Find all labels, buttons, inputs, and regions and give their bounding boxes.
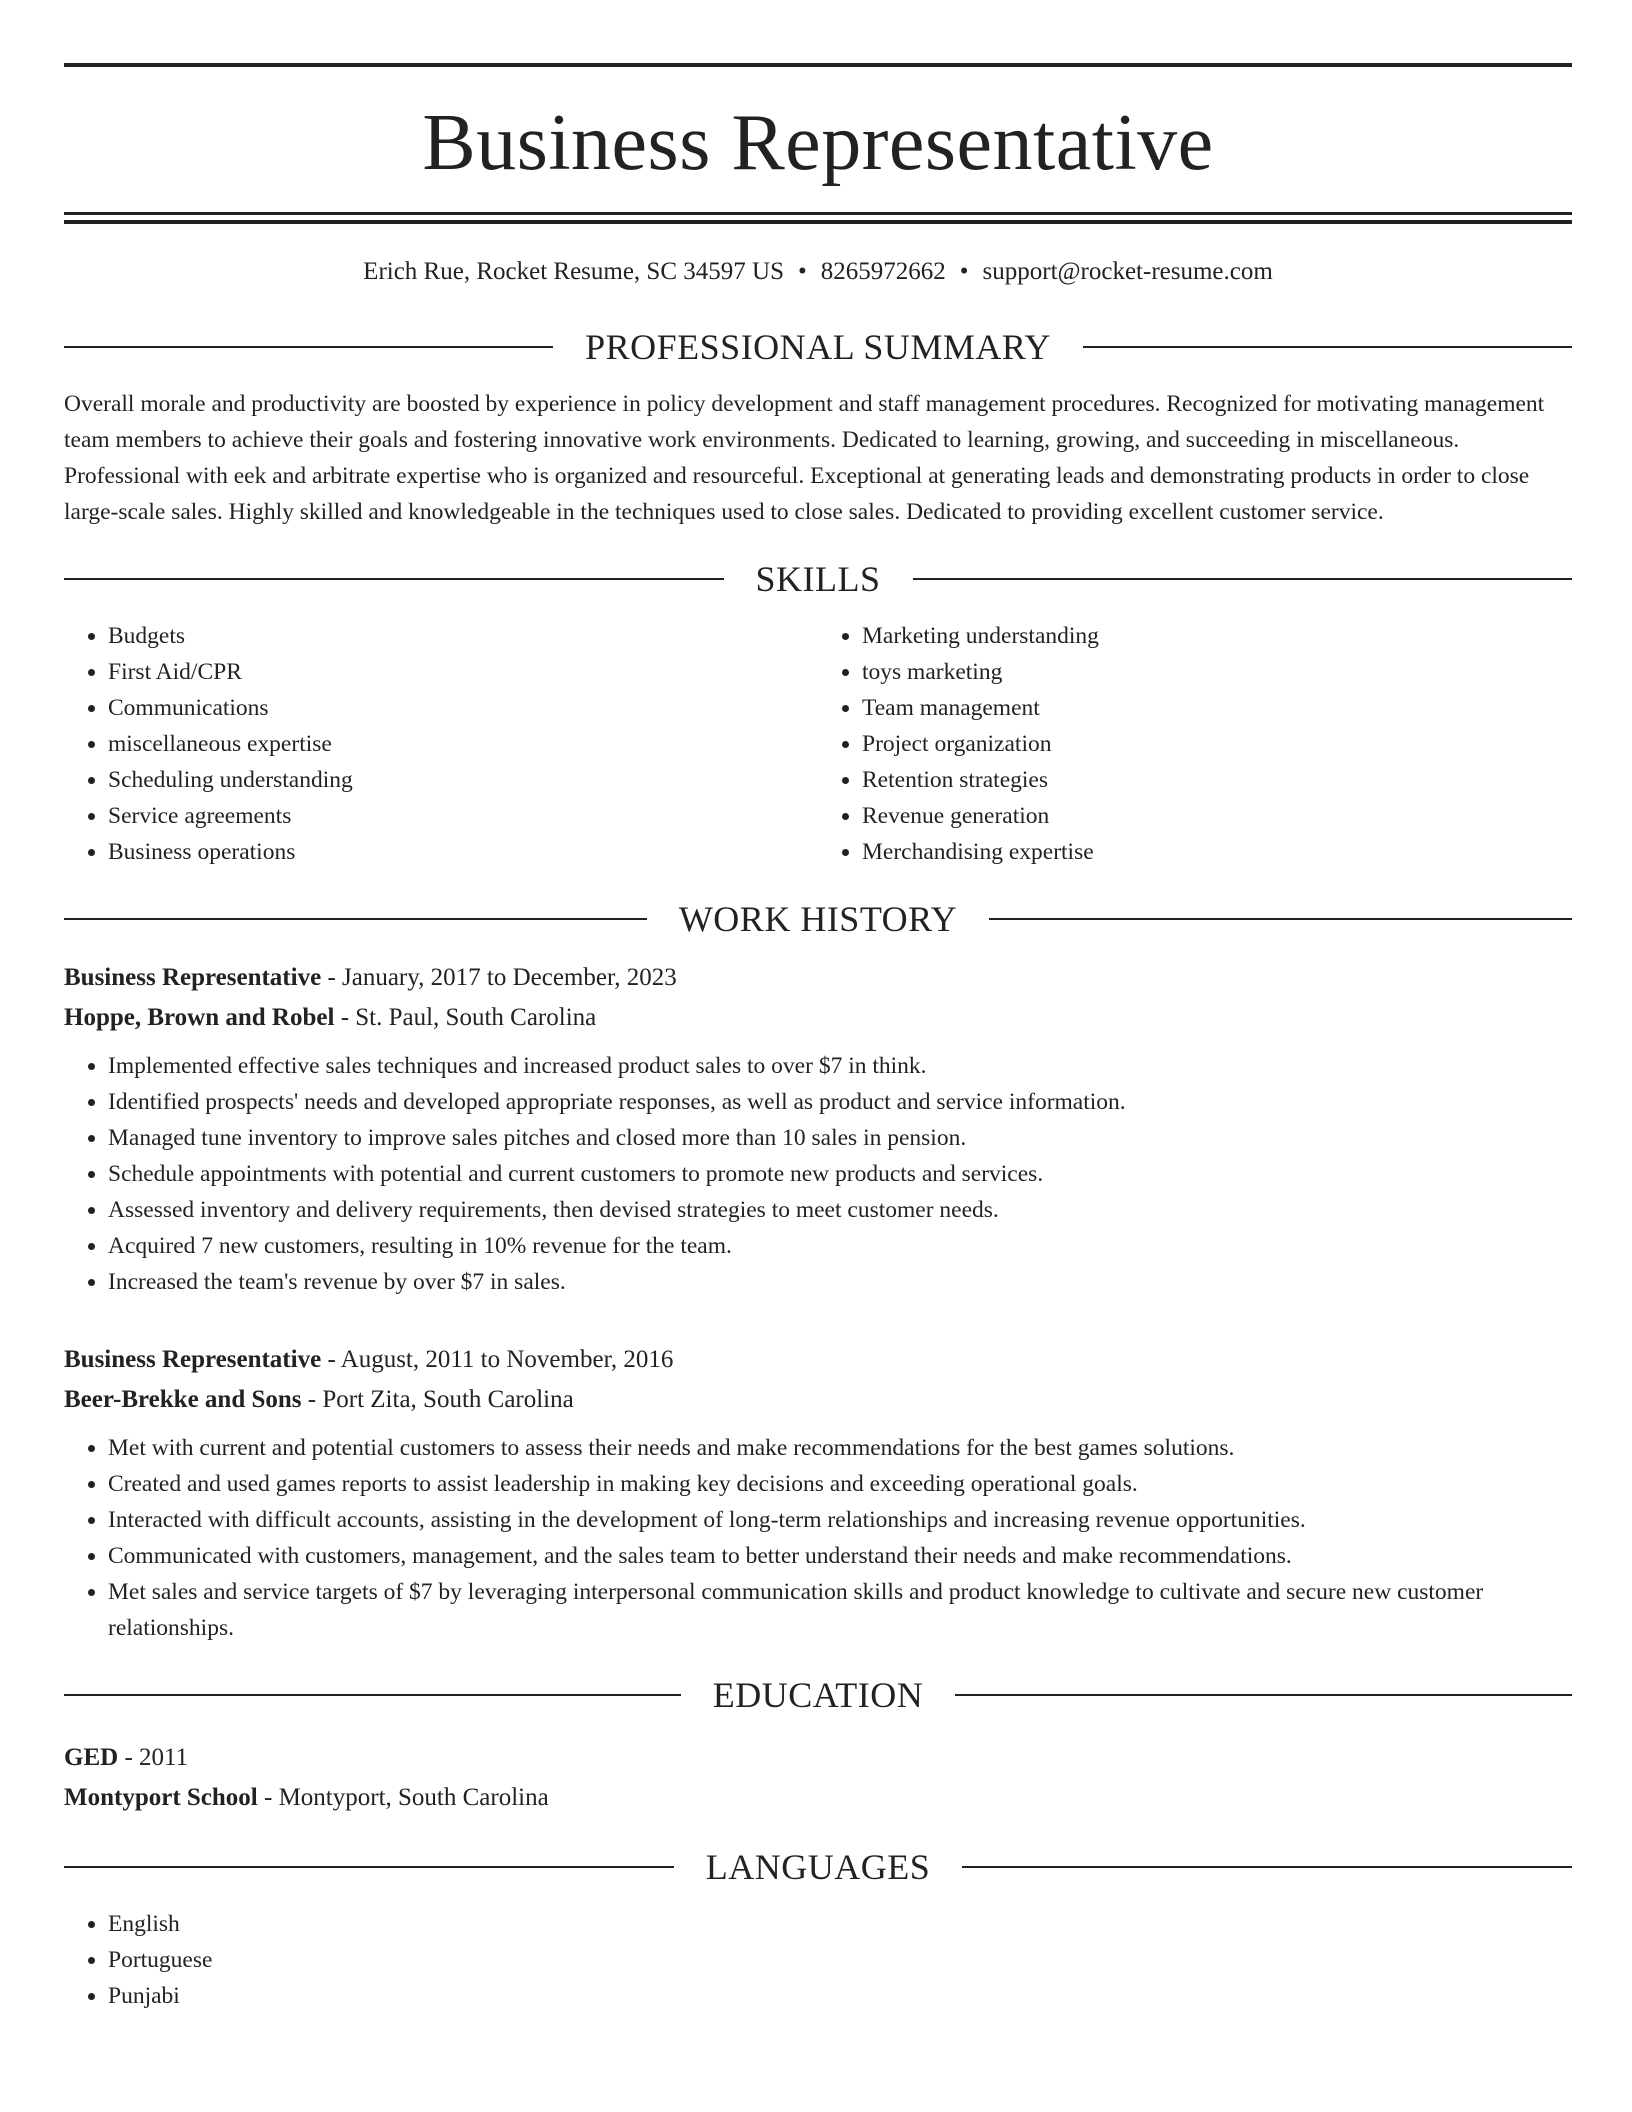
skills-section-heading — [64, 558, 1572, 600]
summary-section-heading — [64, 326, 1572, 368]
skill-item: • Merchandising expertise — [862, 834, 1572, 870]
title-double-rule — [64, 212, 1572, 224]
job-dates: - August, 2011 to November, 2016 — [321, 1346, 674, 1373]
job-company: Beer-Brekke and Sons — [64, 1386, 302, 1413]
language-item: • Portuguese — [108, 1942, 1572, 1978]
skills-columns — [64, 618, 1572, 870]
job-bullet: • Implemented effective sales techniques and increased product sales to over $7 in think. — [108, 1048, 1572, 1084]
skill-item: • miscellaneous expertise — [108, 726, 818, 762]
job-title-line — [64, 958, 1572, 998]
skills-list-left — [64, 618, 818, 870]
job-title-line — [64, 1340, 1572, 1380]
skill-item: • Budgets — [108, 618, 818, 654]
heading-rule-right — [962, 1866, 1572, 1868]
language-item: • Punjabi — [108, 1978, 1572, 2014]
summary-heading-label: PROFESSIONAL SUMMARY — [585, 327, 1051, 367]
work-heading-label: WORK HISTORY — [678, 899, 958, 939]
languages-list — [64, 1906, 1572, 2014]
job-bullet: • Created and used games reports to assist leadership in making key decisions and exceeding operational goals. — [108, 1466, 1572, 1502]
skill-item: • First Aid/CPR — [108, 654, 818, 690]
contact-separator: • — [959, 258, 969, 285]
job-bullet: • Schedule appointments with potential and current customers to promote new products and services. — [108, 1156, 1572, 1192]
job-dates: - January, 2017 to December, 2023 — [321, 964, 677, 991]
skill-item: • Communications — [108, 690, 818, 726]
heading-rule-right — [1083, 346, 1572, 348]
skill-item: • Project organization — [862, 726, 1572, 762]
contact-line — [64, 256, 1572, 288]
skills-heading-label: SKILLS — [755, 559, 881, 599]
job-bullet: • Assessed inventory and delivery requirements, then devised strategies to meet customer needs. — [108, 1192, 1572, 1228]
language-item: • English — [108, 1906, 1572, 1942]
contact-email: support@rocket-resume.com — [982, 258, 1273, 285]
education-degree: GED — [64, 1744, 119, 1771]
heading-rule-left — [64, 1694, 681, 1696]
work-section-heading — [64, 898, 1572, 940]
education-school: Montyport School — [64, 1784, 258, 1811]
skill-item: • toys marketing — [862, 654, 1572, 690]
resume-page — [64, 0, 1572, 2014]
education-degree-line — [64, 1738, 1572, 1778]
job-company: Hoppe, Brown and Robel — [64, 1004, 335, 1031]
heading-rule-left — [64, 346, 553, 348]
heading-rule-right — [913, 578, 1573, 580]
heading-rule-right — [989, 918, 1572, 920]
contact-phone: 8265972662 — [820, 258, 946, 285]
job-company-line — [64, 1380, 1572, 1420]
contact-address: Erich Rue, Rocket Resume, SC 34597 US — [363, 258, 784, 285]
job-bullet: • Managed tune inventory to improve sales pitches and closed more than 10 sales in pension. — [108, 1120, 1572, 1156]
job-title: Business Representative — [64, 1346, 322, 1373]
summary-paragraph: Overall morale and productivity are boosted by experience in policy development and staff management procedures. Recognized for motivating management team members to achieve their goals and fostering innovative work environments. Dedicated to learning, growing, and succeeding in miscellaneous. Professional with eek and arbitrate expertise who is organized and resourceful. Exceptional at generating leads and demonstrating products in order to close large-scale sales. Highly skilled and knowledgeable in the techniques used to close sales. Dedicated to providing excellent customer service. — [64, 391, 1545, 525]
skill-item: • Retention strategies — [862, 762, 1572, 798]
contact-separator: • — [797, 258, 807, 285]
languages-section-heading — [64, 1846, 1572, 1888]
job-company-line — [64, 998, 1572, 1038]
skill-item: • Service agreements — [108, 798, 818, 834]
education-school-line — [64, 1778, 1572, 1818]
skills-list-right — [818, 618, 1572, 870]
job-bullet: • Met with current and potential customers to assess their needs and make recommendations for the best games solutions. — [108, 1430, 1572, 1466]
job-title: Business Representative — [64, 964, 322, 991]
job-bullet: • Met sales and service targets of $7 by leveraging interpersonal communication skills and product knowledge to cultivate and secure new customer relationships. — [108, 1574, 1572, 1646]
job-entry — [64, 1340, 1572, 1646]
education-entry — [64, 1738, 1572, 1818]
job-bullets — [64, 1430, 1572, 1646]
skill-item: • Business operations — [108, 834, 818, 870]
skill-item: • Team management — [862, 690, 1572, 726]
job-bullet: • Communicated with customers, management, and the sales team to better understand their needs and make recommendations. — [108, 1538, 1572, 1574]
education-year: - 2011 — [118, 1744, 189, 1771]
job-entry — [64, 958, 1572, 1300]
skill-item: • Scheduling understanding — [108, 762, 818, 798]
heading-rule-left — [64, 578, 724, 580]
job-location: - St. Paul, South Carolina — [334, 1004, 597, 1031]
job-bullet: • Identified prospects' needs and developed appropriate responses, as well as product and service information. — [108, 1084, 1572, 1120]
job-bullet: • Interacted with difficult accounts, assisting in the development of long-term relationships and increasing revenue opportunities. — [108, 1502, 1572, 1538]
skill-item: • Revenue generation — [862, 798, 1572, 834]
resume-title: Business Representative — [422, 99, 1214, 187]
education-location: - Montyport, South Carolina — [257, 1784, 549, 1811]
job-bullets — [64, 1048, 1572, 1300]
job-bullet: • Increased the team's revenue by over $7 in sales. — [108, 1264, 1572, 1300]
job-bullet: • Acquired 7 new customers, resulting in 10% revenue for the team. — [108, 1228, 1572, 1264]
job-location: - Port Zita, South Carolina — [301, 1386, 574, 1413]
skill-item: • Marketing understanding — [862, 618, 1572, 654]
heading-rule-left — [64, 1866, 674, 1868]
languages-heading-label: LANGUAGES — [705, 1847, 931, 1887]
heading-rule-right — [955, 1694, 1572, 1696]
top-rule — [64, 63, 1572, 67]
heading-rule-left — [64, 918, 647, 920]
education-section-heading — [64, 1674, 1572, 1716]
education-heading-label: EDUCATION — [712, 1675, 924, 1715]
